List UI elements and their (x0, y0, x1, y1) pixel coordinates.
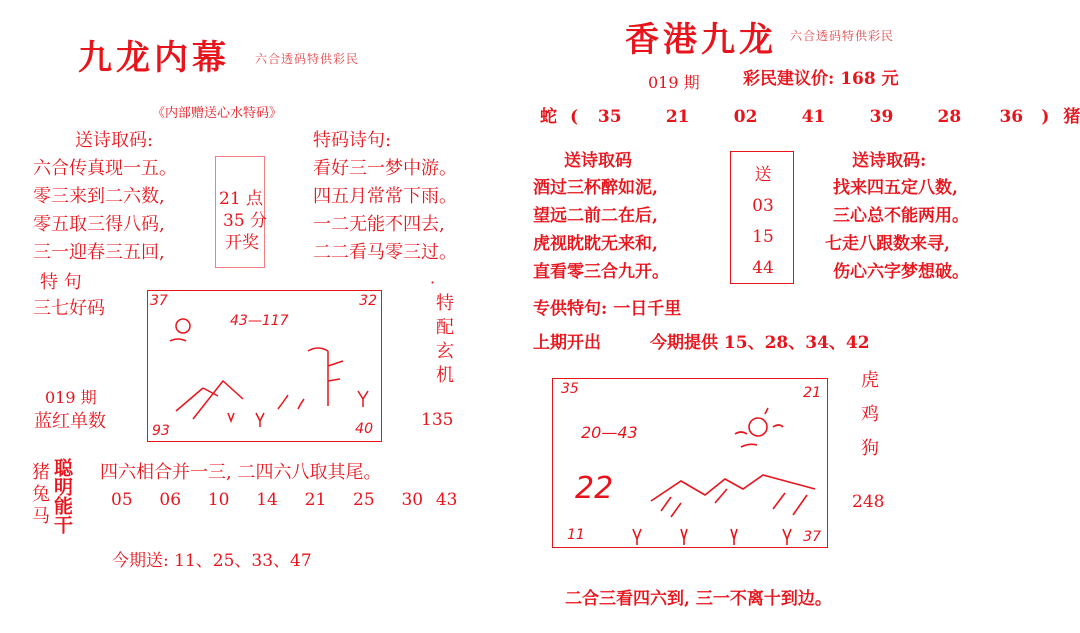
poem-line: 零三来到二六数, (33, 186, 165, 207)
special-phrase: 专供特句: 一日千里 (533, 299, 682, 319)
poem-line: 三心总不能两用。 (833, 206, 969, 226)
right-sketch-picture: 35 21 11 37 20—43 22 (552, 378, 828, 548)
right-issue: 019 期 (648, 73, 700, 92)
number-list: 05 06 10 14 21 25 30 43 (111, 490, 458, 510)
right-poem2 (825, 174, 969, 286)
left-poem (33, 155, 177, 267)
poem-line: 零五取三得八码, (33, 214, 165, 235)
left-sketch-picture: 37 32 93 40 43—117 (147, 290, 382, 442)
sketch-text: 43—117 (230, 313, 289, 329)
zodiac-list: 猪兔马 (29, 462, 50, 528)
gift-numbers: 送 03 15 44 (752, 165, 774, 278)
sketch-text: 20—43 (581, 423, 638, 442)
dot-mark: · (430, 273, 436, 292)
poem-line: 七走八跟数来寻, (825, 234, 950, 254)
landscape-sketch-icon (553, 379, 827, 547)
special-phrase-label: 特 句 (40, 272, 82, 293)
left-title: 九龙内幕 (78, 38, 230, 78)
side-number: 135 (421, 410, 454, 430)
poem-line: 虎视眈眈无来和, (533, 234, 658, 254)
poem-line: 三一迎春三五回, (33, 242, 165, 263)
side-label: 特配玄机 (433, 293, 454, 389)
poem-line: 一二无能不四去, (313, 214, 445, 235)
poem-line: 二二看马零三过。 (313, 242, 457, 263)
side-zodiacs: 虎鸡狗 (858, 370, 879, 472)
bracket-numbers: 蛇 ( 35 21 02 41 39 28 36 ) 猪 (540, 107, 1080, 127)
special-phrase-value: 三七好码 (33, 298, 105, 319)
right-title: 香港九龙 (625, 20, 777, 60)
right-poem2-heading: 送诗取码: (852, 151, 927, 171)
special-poem (313, 155, 457, 267)
poem-line: 六合传真现一五。 (33, 158, 177, 179)
right-poem (533, 174, 669, 286)
left-issue: 019 期 (45, 388, 97, 407)
poem-line: 看好三一梦中游。 (313, 158, 457, 179)
today-numbers: 今期送: 11、25、33、47 (112, 551, 312, 571)
right-poem-heading: 送诗取码 (564, 151, 632, 171)
price: 彩民建议价: 168 元 (743, 69, 899, 89)
provide-numbers: 今期提供 15、28、34、42 (650, 333, 870, 353)
color-hint: 蓝红单数 (34, 411, 106, 432)
right-subtitle: 六合透码特供彩民 (790, 29, 895, 43)
left-subtitle: 六合透码特供彩民 (255, 52, 360, 66)
left-poem-heading: 送诗取码: (75, 130, 154, 151)
draw-time: 21 点 35 分 开奖 (219, 189, 268, 253)
poem-line: 四五月常常下雨。 (313, 186, 457, 207)
landscape-sketch-icon (148, 291, 380, 441)
poem-line: 望远二前二在后, (533, 206, 658, 226)
poem-line: 直看零三合九开。 (533, 262, 669, 282)
poem-line: 找来四五定八数, (833, 178, 958, 198)
poem-line: 酒过三杯醉如泥, (533, 178, 658, 198)
poem-line: 伤心六字梦想破。 (833, 262, 969, 282)
last-issue-label: 上期开出 (533, 333, 601, 353)
hint-line: 四六相合并一三, 二四六八取其尾。 (100, 462, 382, 483)
motto: 聪明能干 (51, 458, 73, 534)
big-number: 22 (575, 471, 614, 506)
special-poem-heading: 特码诗句: (313, 130, 392, 151)
side-number: 248 (852, 492, 885, 512)
bottom-line: 二合三看四六到, 三一不离十到边。 (565, 589, 832, 609)
left-tagline: 《内部赠送心水特码》 (152, 106, 283, 121)
